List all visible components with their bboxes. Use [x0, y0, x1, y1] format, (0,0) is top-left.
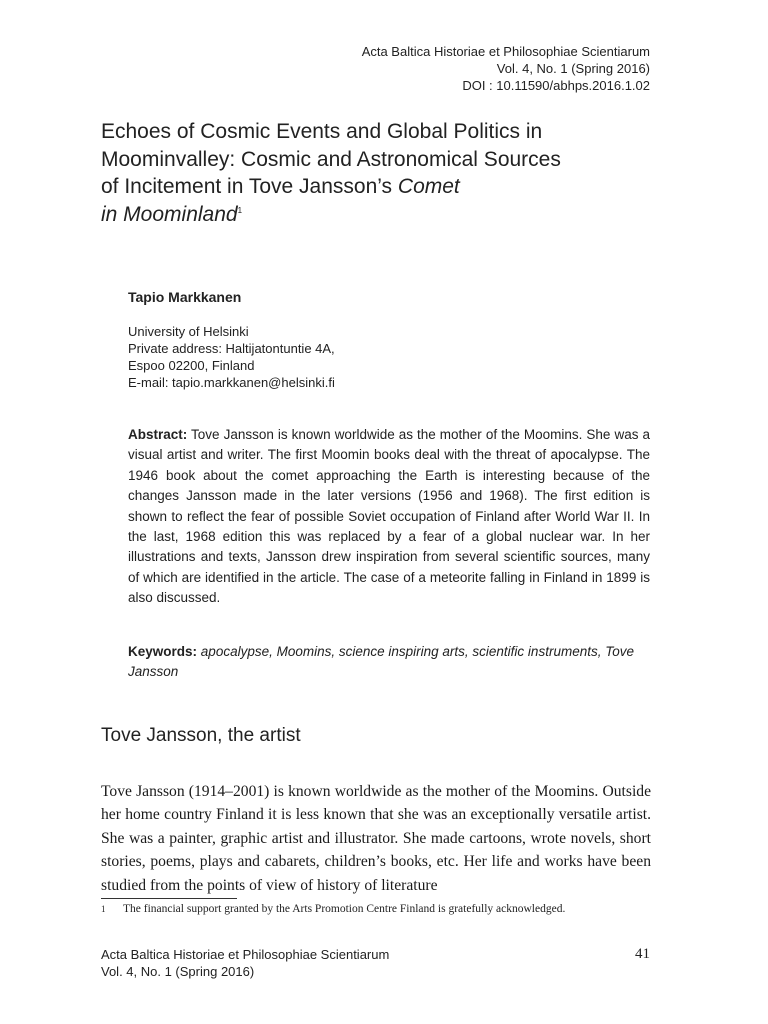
journal-volume: Vol. 4, No. 1 (Spring 2016) [496, 61, 650, 76]
footnote-divider [101, 898, 237, 899]
affiliation: University of Helsinki [128, 324, 249, 339]
footnote [101, 902, 651, 917]
title-italic-moominland: in Moominland [101, 202, 238, 226]
page-number: 41 [635, 946, 650, 962]
footnote-number: 1 [101, 904, 106, 914]
abstract-label: Abstract: [128, 427, 188, 442]
abstract-text: Tove Jansson is known worldwide as the mother of the Moomins. She was a visual artist and writer. The first Moomin books deal with the threat of apocalypse. The 1946 book about the comet approaching the Earth is interesting because of the changes Jansson made in the later versions (1956 and 1968). The first edition is shown to reflect the fear of possible Soviet occupation of Finland after World War II. In the last, 1968 edition this was replaced by a fear of a global nuclear war. In her illustrations and texts, Jansson drew inspiration from several scientific sources, many of which are identified in the article. The case of a meteorite falling in Finland in 1899 is also discussed. [128, 427, 650, 606]
address-line-1: Private address: Haltijatontuntie 4A, [128, 341, 335, 356]
journal-header [362, 43, 650, 94]
section-body: Tove Jansson (1914–2001) is known worldwide as the mother of the Moomins. Outside her home country Finland it is less known that she was an exceptionally versatile artist. She was a painter, graphic artist and illustrator. She made cartoons, wrote novels, short stories, poems, plays and cabarets, children’s books, etc. Her life and works have been studied from the points of view of history of literature [101, 783, 651, 894]
article-title [101, 118, 661, 228]
keywords [128, 642, 650, 683]
keywords-text: apocalypse, Moomins, science inspiring arts, scientific instruments, Tove Jansson [128, 644, 634, 680]
author-email[interactable]: E-mail: tapio.markkanen@helsinki.fi [128, 375, 335, 390]
title-line-3: of Incitement in Tove Jansson’s [101, 175, 398, 198]
footer-volume: Vol. 4, No. 1 (Spring 2016) [101, 964, 255, 979]
footer-journal: Acta Baltica Historiae et Philosophiae Scientiarum [101, 947, 390, 962]
title-footnote-marker[interactable]: 1 [237, 205, 243, 215]
section-heading: Tove Jansson, the artist [101, 725, 301, 746]
page-footer [101, 946, 389, 980]
journal-name: Acta Baltica Historiae et Philosophiae Scientiarum [361, 44, 650, 59]
address-line-2: Espoo 02200, Finland [128, 358, 255, 373]
title-line-2: Moominvalley: Cosmic and Astronomical Sources [101, 147, 561, 171]
title-italic-comet: Comet [397, 175, 460, 198]
abstract [128, 425, 650, 609]
keywords-label: Keywords: [128, 644, 198, 659]
title-line-1: Echoes of Cosmic Events and Global Politics in [101, 120, 543, 143]
author-affiliation [128, 323, 335, 391]
doi: DOI : 10.11590/abhps.2016.1.02 [462, 78, 650, 93]
footnote-text: The financial support granted by the Arts Promotion Centre Finland is gratefully acknowledged. [123, 903, 566, 915]
author-name: Tapio Markkanen [128, 289, 242, 305]
